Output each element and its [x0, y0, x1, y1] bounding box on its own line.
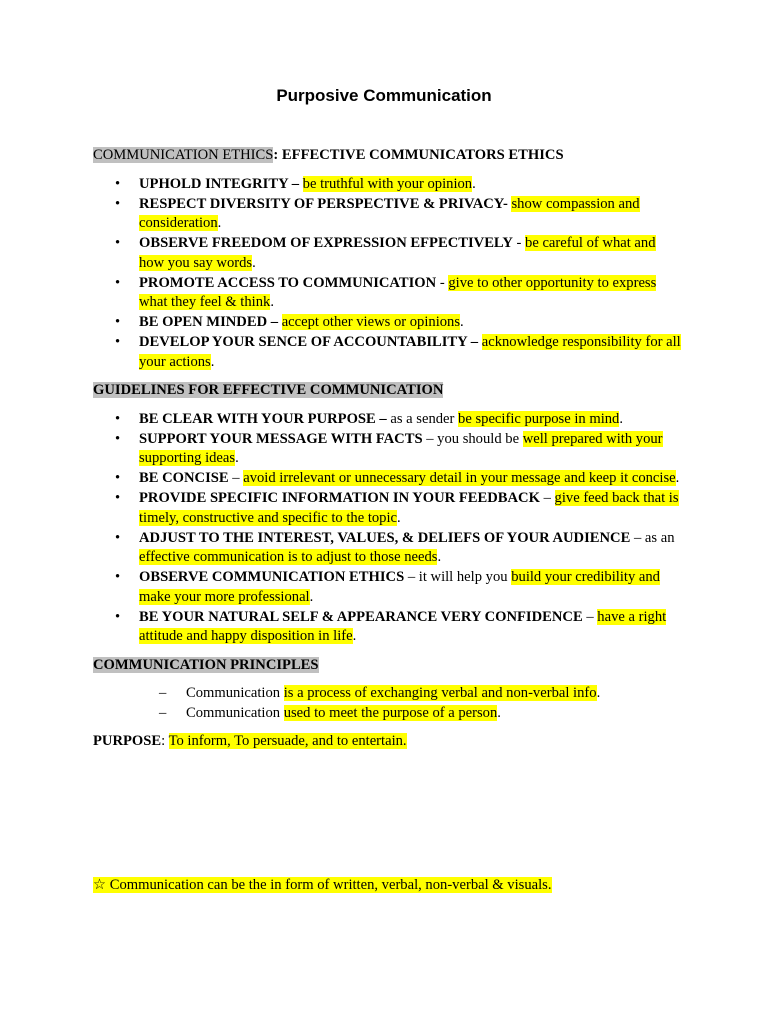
item-text: Communication [186, 704, 284, 721]
item-punct: . [397, 509, 401, 526]
document-body [93, 146, 683, 752]
principles-heading [93, 656, 683, 676]
item-highlight: is a process of exchanging verbal and non-verbal info [283, 685, 597, 701]
purpose-label: PURPOSE [93, 733, 162, 749]
ethics-list [93, 175, 683, 373]
item-punct: . [309, 588, 314, 605]
list-item [93, 489, 683, 528]
item-bold: BE OPEN MINDED – [139, 314, 282, 330]
item-bold: DEVELOP YOUR SENCE OF ACCOUNTABILITY – [139, 334, 482, 350]
list-item [93, 274, 683, 313]
item-bold: PROMOTE ACCESS TO COMMUNICATION [139, 274, 437, 291]
item-text: – as an [630, 529, 675, 546]
purpose-sep: : [161, 733, 169, 749]
item-highlight: avoid irrelevant or unnecessary detail in your message and keep it concise [243, 470, 676, 486]
list-item [93, 684, 683, 704]
item-bold: UPHOLD INTEGRITY – [139, 175, 303, 192]
item-bold: BE CONCISE [139, 470, 229, 486]
item-highlight: build your credibility and make your more professional [139, 569, 660, 605]
purpose-line [93, 732, 683, 752]
item-bold: RESPECT DIVERSITY OF PERSPECTIVE & PRIVACY- [139, 195, 512, 212]
list-item [93, 469, 683, 489]
page-title: Purposive Communication [276, 86, 492, 105]
item-punct: . [235, 450, 239, 466]
item-highlight: accept other views or opinions [281, 314, 461, 330]
list-item [93, 430, 683, 469]
item-punct: . [596, 685, 601, 701]
item-text: – [582, 608, 598, 625]
item-highlight: be specific purpose in mind [458, 410, 620, 427]
list-item [93, 568, 683, 607]
list-item [93, 313, 683, 333]
item-punct: . [252, 254, 256, 271]
item-text: - [436, 274, 449, 291]
purpose-highlight: To inform, To persuade, and to entertain. [168, 733, 407, 749]
item-highlight: used to meet the purpose of a person [283, 704, 498, 721]
guidelines-list [93, 410, 683, 647]
list-item [93, 234, 683, 273]
item-punct: . [675, 470, 680, 486]
item-bold: BE CLEAR WITH YOUR PURPOSE – [139, 410, 391, 427]
item-text: – [228, 470, 244, 486]
item-punct: . [217, 215, 222, 231]
item-highlight: show compassion and consideration [139, 195, 640, 231]
ethics-heading [93, 146, 683, 166]
item-highlight: be careful of what and how you say words [139, 235, 656, 271]
list-item [93, 608, 683, 647]
item-text: Communication [186, 685, 284, 701]
guidelines-heading-text: GUIDELINES FOR EFFECTIVE COMMUNICATION [93, 382, 444, 398]
list-item [93, 704, 683, 724]
list-item [93, 175, 683, 195]
item-highlight: effective communication is to adjust to those needs [139, 549, 438, 565]
item-punct: . [210, 353, 215, 370]
item-punct: . [352, 628, 357, 644]
item-punct: . [270, 294, 274, 310]
item-text: – [539, 490, 555, 506]
note-line [93, 876, 552, 896]
note-highlight: ☆ Communication can be the in form of written, verbal, non-verbal & visuals. [93, 877, 552, 893]
list-item [93, 333, 683, 372]
item-bold: OBSERVE COMMUNICATION ETHICS [139, 569, 405, 585]
list-item [93, 529, 683, 568]
item-text: – it will help you [404, 569, 512, 585]
item-text: - [512, 235, 526, 251]
item-highlight: well prepared with your supporting ideas [139, 430, 663, 466]
item-punct: . [437, 549, 442, 565]
item-bold: BE YOUR NATURAL SELF & APPEARANCE VERY CONFIDENCE [139, 608, 583, 625]
principles-heading-text: COMMUNICATION PRINCIPLES [93, 656, 319, 673]
item-text: – you should be [422, 430, 523, 447]
guidelines-heading [93, 381, 683, 401]
principles-list [93, 684, 683, 723]
item-highlight: give to other opportunity to express what they feel & think [139, 274, 657, 310]
item-bold: SUPPORT YOUR MESSAGE WITH FACTS [139, 430, 423, 447]
item-punct: . [619, 410, 624, 427]
item-highlight: acknowledge responsibility for all your actions [139, 334, 681, 370]
item-punct: . [460, 314, 464, 330]
item-highlight: give feed back that is timely, constructive and specific to the topic [139, 490, 679, 526]
item-bold: ADJUST TO THE INTEREST, VALUES, & DELIEFS OF YOUR AUDIENCE [139, 529, 631, 546]
item-highlight: have a right attitude and happy disposition in life [139, 608, 667, 644]
ethics-heading-shaded: COMMUNICATION ETHICS [93, 147, 274, 163]
item-bold: OBSERVE FREEDOM OF EXPRESSION EFPECTIVELY [139, 235, 513, 251]
item-bold: PROVIDE SPECIFIC INFORMATION IN YOUR FEEDBACK [139, 490, 540, 506]
item-punct: . [472, 175, 476, 192]
item-punct: . [497, 704, 501, 721]
item-highlight: be truthful with your opinion [302, 175, 473, 192]
list-item [93, 410, 683, 430]
list-item [93, 195, 683, 234]
ethics-heading-rest: : EFFECTIVE COMMUNICATORS ETHICS [273, 147, 564, 163]
item-text: as a sender [390, 410, 459, 427]
